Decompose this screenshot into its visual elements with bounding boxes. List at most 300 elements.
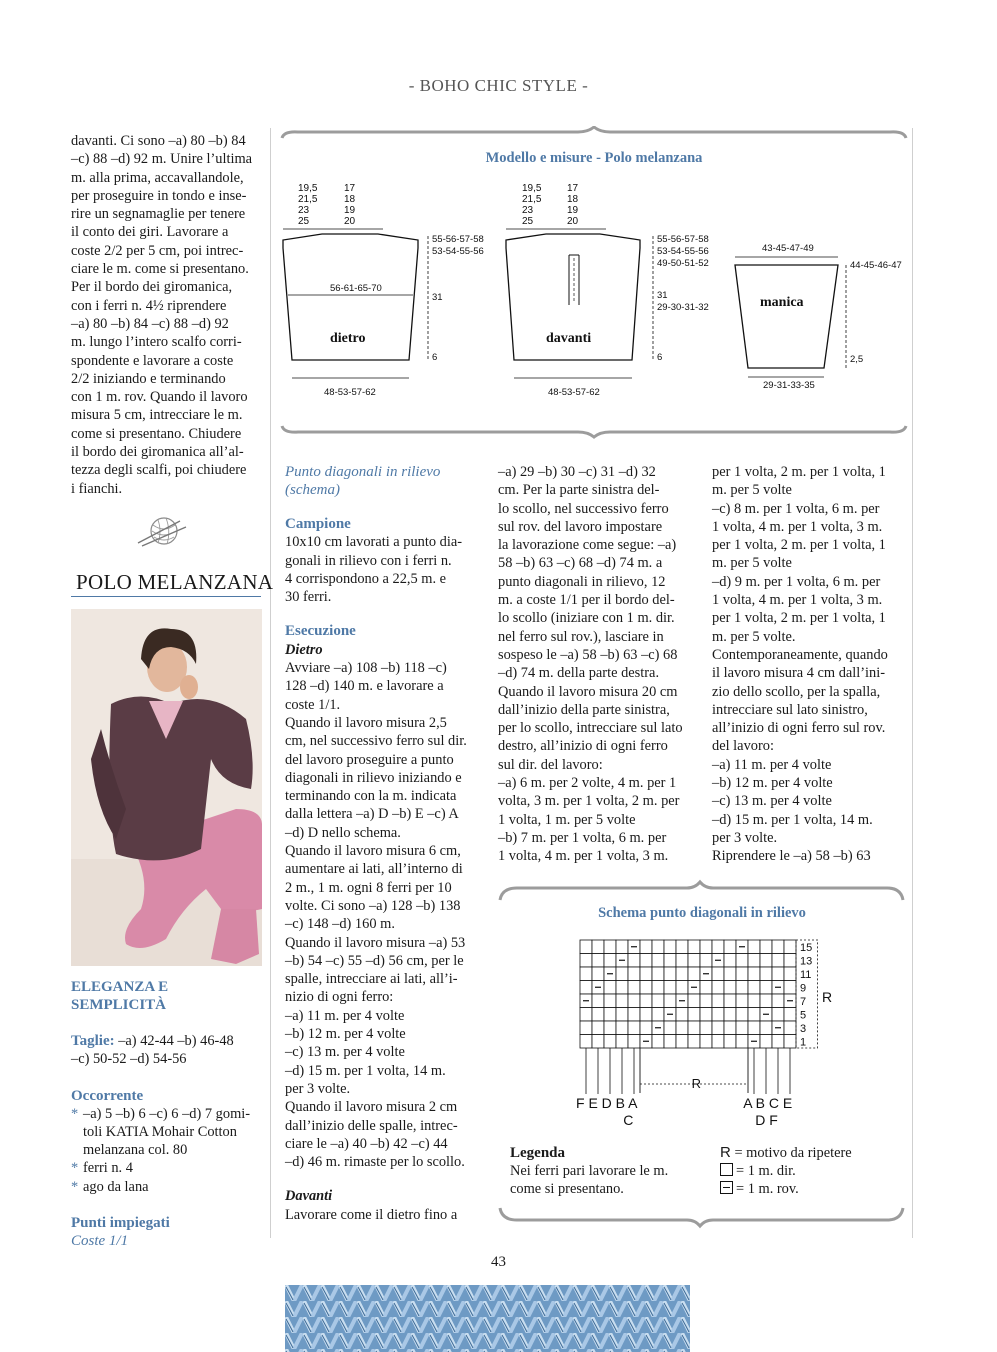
row-number: 7 [800,996,807,1008]
text-line: gonali in rilievo con i ferri n. [285,552,452,569]
manica-height-bottom: 2,5 [850,354,864,365]
text-line: m. alla prima, accavallandole, [71,169,244,186]
text-line: destro, all’inizio di ogni ferro [498,738,668,755]
dietro-shoulder-1: 19,5 [298,183,318,194]
materials-heading: Occorrente [71,1087,144,1104]
chart-cell [712,1021,724,1035]
dash-box-icon [720,1181,733,1194]
davanti-width-bottom: 48-53-57-62 [548,387,600,398]
chart-cell [700,1035,712,1049]
esecuzione-heading: Esecuzione [285,623,356,640]
chart-cell [652,994,664,1008]
text-line: misura 5 cm, intrecciare le m. [71,407,243,424]
text-line: nizio di ogni ferro: [285,989,394,1006]
chart-cell [676,1021,688,1035]
running-header: - BOHO CHIC STYLE - [408,76,589,95]
chart-cell [736,967,748,981]
dietro-shoulder-3: 23 [298,205,310,216]
text-line: volte. Ci sono –a) 128 –b) 138 [285,897,461,914]
text-line: –d) 15 m. per 1 volta, 14 m. [285,1062,446,1079]
chart-cell [580,1008,592,1022]
davanti-shoulder-4: 25 [522,216,534,227]
text-line: –c) 13 m. per 4 volte [285,1044,405,1061]
chart-cell [700,1008,712,1022]
legend-item-text: = 1 m. rov. [736,1181,799,1197]
campione-heading: Campione [285,516,351,532]
chart-cell [772,994,784,1008]
text-line: m. per 5 volte [712,482,792,499]
column-divider [270,128,271,1238]
chart-cell [664,940,676,954]
davanti-neck-3: 19 [567,205,579,216]
chart-cell [616,1035,628,1049]
chart-cell [628,994,640,1008]
legend-heading: Legenda [510,1145,566,1161]
row-number: 5 [800,1009,807,1022]
text-line: per proseguire in tondo e inse- [71,187,247,204]
chart-cell [664,994,676,1008]
chart-cell [580,981,592,995]
davanti-height-bottom: 6 [657,352,663,363]
stitch-name-line: (schema) [285,482,340,498]
text-line: dall’inizio delle spalle, intrec- [285,1117,458,1134]
text-line: cm. Per la parte sinistra del- [498,482,660,499]
text-line: 2 m., 1 m. ogni 8 ferri per 10 [285,879,452,896]
chart-cell [772,940,784,954]
davanti-height-mid-1: 31 [657,290,668,301]
text-line: coste 2/2 per 5 cm, poi intrec- [71,242,244,259]
materials-line: ferri n. 4 [83,1160,133,1177]
text-line: Quando il lavoro misura 2,5 [285,714,447,731]
chart-cell [580,954,592,968]
text-line: 10x10 cm lavorati a punto dia- [285,534,463,551]
stitches-heading: Punti impiegati [71,1215,170,1232]
column-1-text [71,132,262,498]
chart-cell [700,994,712,1008]
yarn-ball-icon [136,513,192,549]
text-line: spondente e lavorare a coste [71,352,234,369]
legend [510,1144,710,1198]
text-line: –b) 12 m. per 4 volte [712,775,833,792]
chart-cell [676,1008,688,1022]
text-line: dalla lettera –a) D –b) E –c) A [285,806,459,823]
materials-item [71,1105,262,1160]
title-underline [71,596,261,597]
dietro-height-top-2: 53-54-55-56 [432,246,484,257]
chart-cell [688,954,700,968]
column-divider [912,128,913,1238]
davanti-neck-2: 18 [567,194,579,205]
text-line: Riprendere le –a) 58 –b) 63 [712,848,871,865]
text-line: punto diagonali in rilievo, 12 [498,573,666,590]
materials-line: toli KATIA Mohair Cotton [83,1123,237,1140]
text-line: –a) 29 –b) 30 –c) 31 –d) 32 [498,464,656,480]
chart-cell [616,1021,628,1035]
davanti-height-top-2: 53-54-55-56 [657,246,709,257]
text-line: 1 volta, 4 m. per 1 volta, 3 m. [498,848,669,865]
chart-cell [760,1035,772,1049]
dietro-neck-3: 19 [344,205,356,216]
text-line: Per il bordo dei giromanica, [71,279,233,296]
chart-cell [592,1021,604,1035]
chart-cell [664,1021,676,1035]
stitch-chart [570,938,840,1130]
column-3-text [498,463,688,866]
chart-cell [772,1008,784,1022]
materials-item [71,1178,262,1196]
bullet-star: * [71,1105,79,1122]
chart-cell [580,1021,592,1035]
davanti-neck-1: 17 [567,183,579,194]
chart-cell [712,981,724,995]
chart-cell [664,954,676,968]
sizes-label: Taglie: [71,1033,115,1049]
chart-cell [724,1021,736,1035]
text-line: 1 volta, 4 m. per 1 volta, 3 m. [712,592,883,609]
chart-cell [604,1035,616,1049]
chart-cell [748,1021,760,1035]
davanti-height-top-1: 55-56-57-58 [657,234,709,245]
repeat-symbol: R [720,1144,731,1161]
sizes-line: –a) 42-44 –b) 46-48 [114,1033,234,1049]
chart-cell [688,1035,700,1049]
legend-item-text: = 1 m. dir. [736,1163,796,1179]
text-line: dall’inizio della parte sinistra, [498,701,670,718]
dietro-height-top-1: 55-56-57-58 [432,234,484,245]
row-number: 13 [800,955,813,968]
row-number: 3 [800,1023,807,1035]
davanti-text [285,1206,474,1224]
chart-cell [724,940,736,954]
text-line: 58 –b) 63 –c) 68 –d) 74 m. a [498,555,663,572]
text-line: –d) D nello schema. [285,824,401,841]
page-number: 43 [491,1254,506,1270]
chart-cell [712,940,724,954]
chart-cell [640,967,652,981]
chart-cell [760,940,772,954]
chart-cell [592,940,604,954]
legend-item-repeat [720,1144,900,1162]
text-line: con i ferri n. 4½ riprendere [71,297,227,314]
text-line: Lavorare come il dietro fino a [285,1206,458,1223]
chart-cell [628,981,640,995]
chart-cell [676,940,688,954]
chart-cell [652,940,664,954]
legend-symbols [720,1144,900,1198]
text-line: –c) 8 m. per 1 volta, 6 m. per [712,500,880,517]
chart-cell [700,981,712,995]
davanti-heading: Davanti [285,1188,333,1205]
chart-cell [628,967,640,981]
text-line: volta, 3 m. per 1 volta, 2 m. per [498,793,680,810]
column-4-text [712,463,902,866]
manica-height-top: 44-45-46-47 [850,260,902,271]
dietro-text [285,659,474,1171]
dietro-neck-2: 18 [344,194,356,205]
chart-cell [736,1008,748,1022]
row-number: 1 [800,1036,807,1049]
chart-cell [604,954,616,968]
text-line: i fianchi. [71,480,123,497]
chart-cell [736,994,748,1008]
stitch-name [285,463,474,499]
materials-list [71,1105,262,1196]
text-line: –c) 13 m. per 4 volte [712,793,832,810]
chart-cell [580,967,592,981]
text-line: –a) 6 m. per 2 volte, 4 m. per 1 [498,775,677,792]
chart-cell [640,981,652,995]
stitch-name-line: Punto diagonali in rilievo [285,464,441,480]
row-number: 15 [800,942,813,954]
model-photo [71,609,262,966]
chart-cell [736,954,748,968]
text-line: diagonali in rilievo iniziando e [285,769,462,786]
text-line: lo scollo (iniziare con 1 m. dir. [498,610,675,627]
chart-cell [592,954,604,968]
chart-cell [580,1035,592,1049]
text-line: –b) 12 m. per 4 volte [285,1026,406,1043]
column-2-text [285,463,474,1224]
text-line: sospeso le –a) 58 –b) 63 –c) 68 [498,646,678,663]
text-line: Quando il lavoro misura 6 cm, [285,843,461,860]
chart-cell [784,940,796,954]
davanti-height-mid-2: 29-30-31-32 [657,302,709,313]
chart-cell [664,967,676,981]
text-line: spalle, intrecciare ai lati, all’i- [285,971,458,988]
chart-cell [748,940,760,954]
knit-texture-image [285,1285,690,1352]
box-icon [720,1163,733,1176]
text-line: il bordo dei giromanica all’al- [71,444,244,461]
chart-cell [628,1008,640,1022]
dietro-height-mid: 31 [432,292,443,303]
materials-line: –a) 5 –b) 6 –c) 6 –d) 7 gomi- [83,1105,251,1122]
text-line: m. per 5 volte [712,555,792,572]
text-line: –c) 148 –d) 160 m. [285,916,395,933]
text-line: Quando il lavoro misura –a) 53 [285,934,466,951]
pattern-title: POLO MELANZANA [76,570,274,594]
chart-cell [700,1021,712,1035]
intro-paragraph [71,132,262,498]
chart-cell [580,940,592,954]
chart-cell [652,967,664,981]
text-line: la lavorazione come segue: –a) [498,537,677,554]
text-line: –b) 54 –c) 55 –d) 56 cm, per le [285,952,464,969]
chart-cell [592,1008,604,1022]
chart-cell [700,940,712,954]
text-line: tezza degli scalfi, poi chiudere [71,462,247,479]
chart-cell [640,994,652,1008]
chart-cell [784,1021,796,1035]
chart-cell [712,1035,724,1049]
chart-cell [640,940,652,954]
chart-cell [592,967,604,981]
schematic-title: Modello e misure - Polo melanzana [485,150,703,166]
legend-item-purl [720,1180,900,1198]
text-line: intrecciare sul lato sinistro, [712,701,868,718]
text-line: ciare le –a) 40 –b) 42 –c) 44 [285,1135,448,1152]
chart-cell [772,954,784,968]
legend-line: Nei ferri pari lavorare le m. [510,1163,669,1179]
text-line: 4 corrispondono a 22,5 m. e [285,570,447,587]
chart-cell [784,967,796,981]
text-line: m. a coste 1/1 per il bordo del- [498,592,675,609]
chart-cell [736,981,748,995]
chart-cell [760,967,772,981]
manica-width-bottom: 29-31-33-35 [763,380,815,391]
chart-cell [604,940,616,954]
chart-cell [724,994,736,1008]
text-line: m. lungo l’intero scalfo corri- [71,334,242,351]
col4-paragraph [712,463,902,866]
col3-paragraph [498,463,688,866]
chart-cell [772,1035,784,1049]
text-line: –a) 11 m. per 4 volte [285,1007,405,1024]
chart-cell [772,967,784,981]
repeat-label: R [822,989,833,1005]
dietro-shoulder-4: 25 [298,216,310,227]
text-line: lo scollo, nel successivo ferro [498,500,669,517]
chart-cell [748,967,760,981]
sizes [71,1032,262,1069]
chart-cell [616,967,628,981]
dietro-shoulder-2: 21,5 [298,194,318,205]
davanti-shoulder-1: 19,5 [522,183,542,194]
chart-cell [640,954,652,968]
chart-cell [700,954,712,968]
manica-label: manica [760,295,804,310]
chart-cell [676,981,688,995]
dietro-label: dietro [330,331,366,346]
text-line: 128 –d) 140 m. e lavorare a [285,678,444,695]
letters-left: F E D B A [576,1095,638,1111]
chart-cell [640,1008,652,1022]
chart-cell [592,1035,604,1049]
text-line: aumentare ai lati, all’interno di [285,861,463,878]
chart-cell [652,954,664,968]
letters-left-bottom: C [623,1112,634,1128]
text-line: per 1 volta, 2 m. per 1 volta, 1 [712,464,886,480]
text-line: nel ferro sul rov.), lasciare in [498,628,664,645]
text-line: sul dir. del lavoro: [498,756,603,773]
chart-cell [616,994,628,1008]
manica-width-top: 43-45-47-49 [762,243,814,254]
chart-cell [616,1008,628,1022]
chart-cell [628,954,640,968]
text-line: zio dello scollo, per la spalla, [712,683,881,700]
chart-cell [664,981,676,995]
text-line: del lavoro: [712,738,774,755]
text-line: terminando con la m. indicata [285,788,457,805]
chart-cell [628,1021,640,1035]
chart-cell [760,1021,772,1035]
chart-cell [784,954,796,968]
chart-cell [592,994,604,1008]
text-line: Quando il lavoro misura 20 cm [498,683,678,700]
text-line: Avviare –a) 108 –b) 118 –c) [285,660,447,677]
chart-cell [688,1021,700,1035]
text-line: –a) 11 m. per 4 volte [712,756,832,773]
text-line: per lo scollo, intrecciare sul lato [498,720,683,737]
chart-cell [616,981,628,995]
garment-diagrams [278,170,910,405]
text-line: sul rov. del lavoro impostare [498,518,663,535]
chart-cell [664,1035,676,1049]
repeat-label-bottom: R [691,1076,701,1091]
text-line: 1 volta, 1 m. per 5 volte [498,811,636,828]
chart-cell [736,1035,748,1049]
text-line: –d) 9 m. per 1 volta, 6 m. per [712,573,881,590]
text-line: 2/2 iniziando e terminando [71,370,226,387]
materials-item [71,1159,262,1177]
chart-cell [688,1008,700,1022]
text-line: Quando il lavoro misura 2 cm [285,1099,458,1116]
chart-cell [604,981,616,995]
legend-item-text: = motivo da ripetere [730,1145,852,1161]
text-line: per 3 volte. [712,829,778,846]
chart-cell [688,994,700,1008]
text-line: il conto dei giri. Lavorare a [71,224,229,241]
text-line: per 1 volta, 2 m. per 1 volta, 1 [712,610,886,627]
chart-cell [652,981,664,995]
text-line: il lavoro misura 4 cm dall’ini- [712,665,886,682]
chart-cell [760,994,772,1008]
chart-cell [712,994,724,1008]
text-line: –b) 7 m. per 1 volta, 6 m. per [498,829,667,846]
text-line: all’inizio di ogni ferro sul rov. [712,720,886,737]
text-line: rire un segnamaglie per tenere [71,206,246,223]
dietro-neck-4: 20 [344,216,356,227]
chart-cell [784,981,796,995]
chart-cell [628,1035,640,1049]
text-line: coste 1/1. [285,696,341,713]
text-line: del lavoro proseguire a punto [285,751,454,768]
chart-cell [604,1008,616,1022]
chart-cell [688,940,700,954]
text-line: cm, nel successivo ferro sul dir. [285,733,467,750]
text-line: Contemporaneamente, quando [712,646,888,663]
chart-cell [676,1035,688,1049]
chart-cell [676,954,688,968]
chart-cell [760,954,772,968]
chart-cell [748,954,760,968]
chart-cell [604,994,616,1008]
dietro-height-bottom: 6 [432,352,438,363]
chart-cell [688,967,700,981]
text-line: –d) 15 m. per 1 volta, 14 m. [712,811,873,828]
davanti-label: davanti [546,331,592,346]
text-line: come si presentano. Chiudere [71,425,242,442]
chart-cell [724,967,736,981]
chart-cell [784,1008,796,1022]
davanti-shoulder-3: 23 [522,205,534,216]
row-number: 11 [800,969,812,981]
chart-cell [748,994,760,1008]
dietro-width-bottom: 48-53-57-62 [324,387,376,398]
chart-cell [712,1008,724,1022]
text-line: con 1 m. rov. Quando il lavoro [71,389,248,406]
chart-cell [784,1035,796,1049]
chart-cell [652,1008,664,1022]
davanti-neck-4: 20 [567,216,579,227]
text-line: davanti. Ci sono –a) 80 –b) 84 [71,133,246,149]
legend-line: come si presentano. [510,1181,624,1197]
letters-right-bottom: D F [755,1112,778,1128]
letters-right: A B C E [743,1095,793,1111]
chart-cell [724,954,736,968]
text-line: –c) 88 –d) 92 m. Unire l’ultima [71,151,253,168]
dietro-width-chest: 56-61-65-70 [330,283,382,294]
